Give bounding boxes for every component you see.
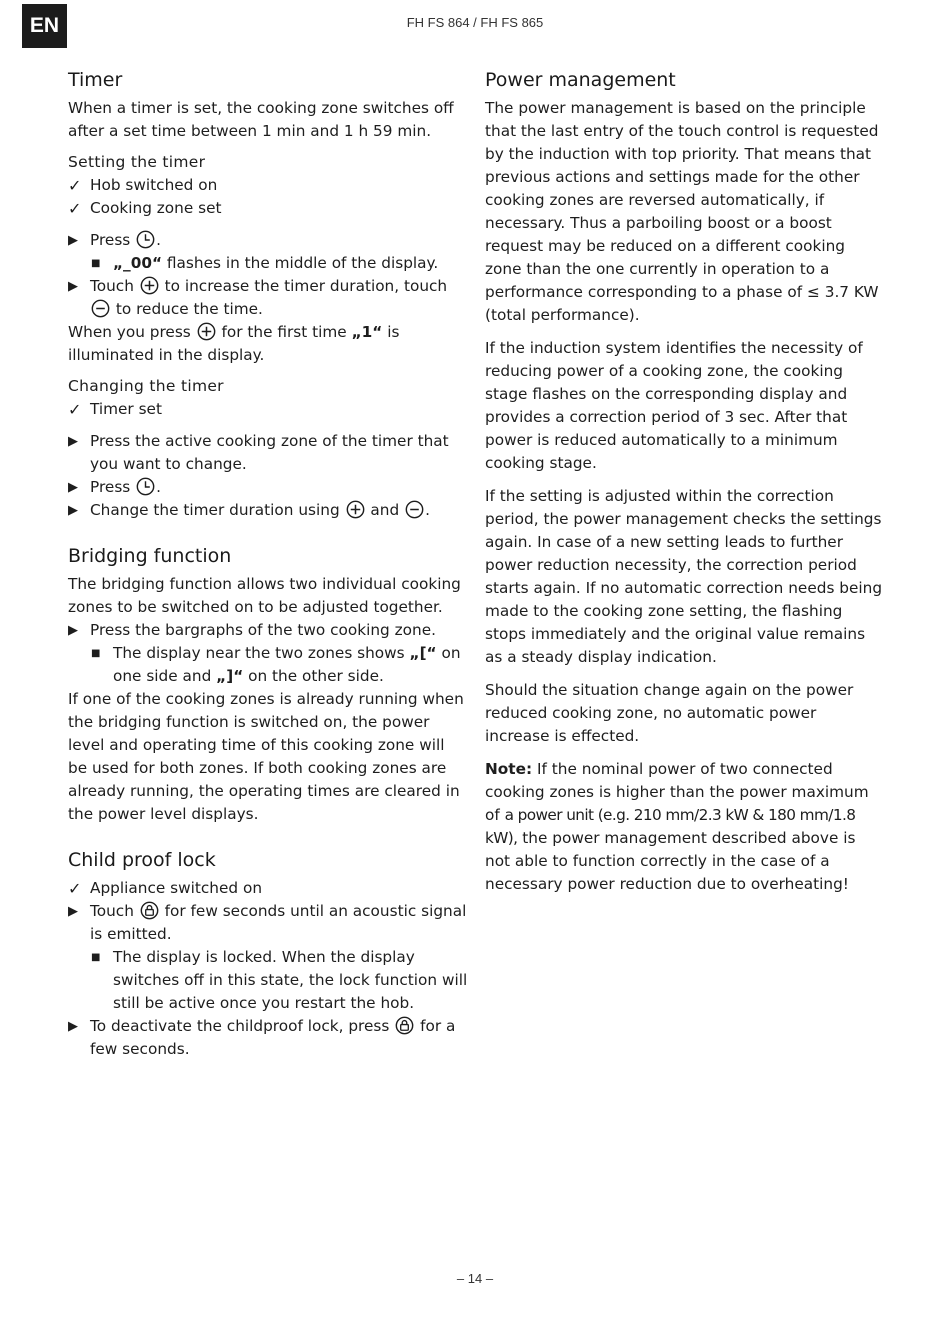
arrow-right-icon: ▶ — [68, 480, 78, 495]
sub-item — [68, 642, 468, 688]
step-text: Change the timer duration using — [90, 501, 340, 519]
minus-circle-icon — [405, 500, 424, 519]
step-text: . — [156, 231, 162, 249]
display-code: „1“ — [351, 323, 383, 341]
clock-icon — [136, 230, 155, 249]
note-text: the power management described above is not able to function correctly in the case of a necessary power reduction due to overheating! — [485, 829, 856, 893]
plus-circle-icon — [346, 500, 365, 519]
power-paragraph-3: If the setting is adjusted within the correction period, the power management checks the settings again. In case of a new setting leads to further power reduction necessity, the correction period starts again. If no automatic correction needs being made to the cooking zone setting, the flashing stops immediately and the original value remains as a steady display indication. — [485, 487, 883, 666]
square-bullet-icon: ■ — [91, 258, 101, 269]
step-text: Touch — [90, 277, 134, 295]
step-item — [68, 1015, 468, 1061]
arrow-right-icon: ▶ — [68, 434, 78, 449]
power-management-heading: Power management — [485, 69, 676, 91]
step-text: for a few seconds. — [90, 1017, 456, 1058]
lock-icon — [140, 901, 159, 920]
language-badge: EN — [22, 4, 67, 48]
display-code: „_00“ — [113, 254, 163, 272]
note-text: for the first time — [216, 323, 352, 341]
note-label: Note: — [485, 760, 533, 778]
step-text: . — [425, 501, 430, 519]
timer-heading: Timer — [68, 69, 123, 91]
step-text: Press — [90, 231, 131, 249]
clock-icon — [136, 477, 155, 496]
sub-text: The display is locked. When the display switches off in this state, the lock function will still be active once you restart the hob. — [113, 948, 468, 1012]
check-item — [68, 197, 468, 220]
sub-text: on the other side. — [243, 667, 384, 685]
sub-text: The display near the two zones shows — [113, 644, 410, 662]
power-note — [485, 758, 885, 896]
step-text: Press the bargraphs of the two cooking zone. — [90, 621, 436, 639]
power-paragraph-4: Should the situation change again on the power reduced cooking zone, no automatic power increase is effected. — [485, 681, 854, 745]
arrow-right-icon: ▶ — [68, 233, 78, 248]
plus-circle-icon — [197, 322, 216, 341]
display-code: „[“ — [409, 644, 437, 662]
step-text: for few seconds until an acoustic signal is emitted. — [90, 902, 467, 943]
note-text: If the nominal power of two connected cooking zones is higher than the power maximum of — [485, 760, 869, 824]
bridging-paragraph: If one of the cooking zones is already running when the bridging function is switched on, the power level and operating time of this cooking zone will be used for both zones. If both cooking zones are already running, the operating times are cleared in the power level displays. — [68, 690, 464, 823]
step-item — [68, 619, 468, 642]
check-item — [68, 174, 468, 197]
timer-section — [68, 67, 468, 522]
power-paragraph-1: The power management is based on the principle that the last entry of the touch control is requested by the induction with top priority. That means that previous actions and settings made for the other cooking zones are reversed automatically, if necessary. Thus a parboiling boost or a boost request may be reduced on a different cooking zone than the one currently in operation to a performance corresponding to a phase of ≤ 3.7 KW (total performance). — [485, 99, 879, 324]
note-text: is illuminated in the display. — [68, 323, 400, 364]
page-number: – 14 – — [456, 1271, 494, 1286]
step-text: Press the active cooking zone of the timer that you want to change. — [90, 432, 449, 473]
sub-text: flashes in the middle of the display. — [162, 254, 439, 272]
setting-timer-heading: Setting the timer — [68, 153, 206, 171]
arrow-right-icon: ▶ — [68, 623, 78, 638]
timer-intro: When a timer is set, the cooking zone switches off after a set time between 1 min and 1 h 59 min. — [68, 99, 454, 140]
step-text: to increase the timer duration, touch — [159, 277, 448, 295]
check-icon: ✓ — [68, 199, 82, 218]
arrow-right-icon: ▶ — [68, 1019, 78, 1034]
plus-circle-icon — [140, 276, 159, 295]
arrow-right-icon: ▶ — [68, 503, 78, 518]
model-header: FH FS 864 / FH FS 865 — [406, 15, 544, 30]
left-column — [68, 67, 468, 1082]
step-text: to reduce the time. — [111, 300, 263, 318]
step-item — [68, 900, 468, 946]
square-bullet-icon: ■ — [91, 952, 101, 963]
check-icon: ✓ — [68, 176, 82, 195]
bridging-intro: The bridging function allows two individual cooking zones to be switched on to be adjusted together. — [68, 575, 461, 616]
display-code: „]“ — [216, 667, 244, 685]
check-icon: ✓ — [68, 400, 82, 419]
sub-text: on one side and — [113, 644, 461, 685]
check-text: Timer set — [90, 400, 162, 418]
childlock-section — [68, 847, 468, 1061]
note-text: When you press — [68, 323, 191, 341]
note-text: a power unit (e.g. 210 mm/2.3 kW & 180 mm/1.8 kW), — [485, 806, 856, 847]
check-item — [68, 398, 468, 421]
right-column — [485, 67, 885, 896]
childlock-heading: Child proof lock — [68, 849, 216, 871]
step-text: and — [365, 501, 400, 519]
step-text: Press — [90, 478, 131, 496]
step-item — [68, 476, 468, 499]
step-text: . — [156, 478, 162, 496]
arrow-right-icon: ▶ — [68, 279, 78, 294]
step-item — [68, 499, 468, 522]
step-item — [68, 275, 468, 321]
check-text: Hob switched on — [90, 176, 218, 194]
check-text: Cooking zone set — [90, 199, 222, 217]
step-text: Touch — [90, 902, 134, 920]
step-item — [68, 430, 468, 476]
timer-note — [68, 321, 468, 367]
changing-timer-heading: Changing the timer — [68, 377, 224, 395]
sub-item — [68, 946, 468, 1015]
check-item — [68, 877, 468, 900]
bridging-section — [68, 543, 468, 826]
arrow-right-icon: ▶ — [68, 904, 78, 919]
step-text: To deactivate the childproof lock, press — [90, 1017, 390, 1035]
check-text: Appliance switched on — [90, 879, 263, 897]
sub-item — [68, 252, 468, 275]
square-bullet-icon: ■ — [91, 648, 101, 659]
minus-circle-icon — [91, 299, 110, 318]
bridging-heading: Bridging function — [68, 545, 232, 567]
check-icon: ✓ — [68, 879, 82, 898]
step-item — [68, 229, 468, 252]
power-paragraph-2: If the induction system identifies the necessity of reducing power of a cooking zone, the cooking stage flashes on the corresponding display and provides a correction period of 3 sec. After that power is reduced automatically to a minimum cooking stage. — [485, 339, 863, 472]
lock-icon — [395, 1016, 414, 1035]
